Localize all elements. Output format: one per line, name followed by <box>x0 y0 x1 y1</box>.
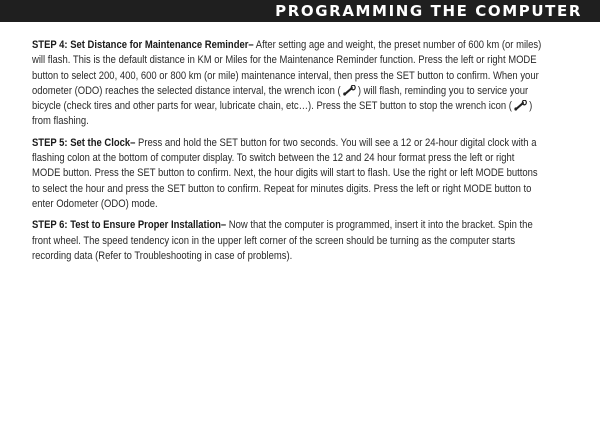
wrench-icon <box>514 100 528 111</box>
step-6-paragraph <box>32 218 542 264</box>
step-4-heading: STEP 4: Set Distance for Maintenance Reminder– <box>32 39 254 51</box>
step-4-text-part2: ) will flash, reminding you to service your bicycle (check tires and other parts for wear, lubricate chain, etc…). Press the SET button to stop the wrench icon ( <box>32 84 529 113</box>
step-5-paragraph <box>32 136 542 212</box>
step-5-heading: STEP 5: Set the Clock– <box>32 136 136 149</box>
wrench-icon <box>342 85 356 96</box>
step-4-text-part3: ) from flashing. <box>32 100 533 128</box>
step-4-paragraph <box>32 38 542 130</box>
step-4-text-part1: After setting age and weight, the preset number of 600 km (or miles) will flash. This is the default distance in KM or Miles for the Maintenance Reminder function. Press the left or right MODE button to select 200, 400, 600 or 800 km (or mile) maintenance interval, then press the SET button to confirm. When your odometer (ODO) reaches the selected distance interval, the wrench icon ( <box>32 39 542 97</box>
instructions-body <box>32 38 542 270</box>
step-5-text: Press and hold the SET button for two seconds. You will see a 12 or 24-hour digital clock with a flashing colon at the bottom of computer display. To switch between the 12 and 24 hour format press the left or right MODE button. Press the SET button to confirm. Next, the hour digits will start to flash. Use the right or left MODE buttons to select the hour and press the SET button to confirm. Repeat for minutes digits. Press the left or right MODE button to enter Odometer (ODO) mode. <box>32 136 538 210</box>
page-title: PROGRAMMING THE COMPUTER <box>275 2 582 20</box>
step-6-heading: STEP 6: Test to Ensure Proper Installation– <box>32 219 227 232</box>
header-bar <box>0 0 600 22</box>
step-6-text: Now that the computer is programmed, insert it into the bracket. Spin the front wheel. The speed tendency icon in the upper left corner of the screen should be turning as the computer starts recording data (Refer to Troubleshooting in case of problems). <box>32 219 533 262</box>
